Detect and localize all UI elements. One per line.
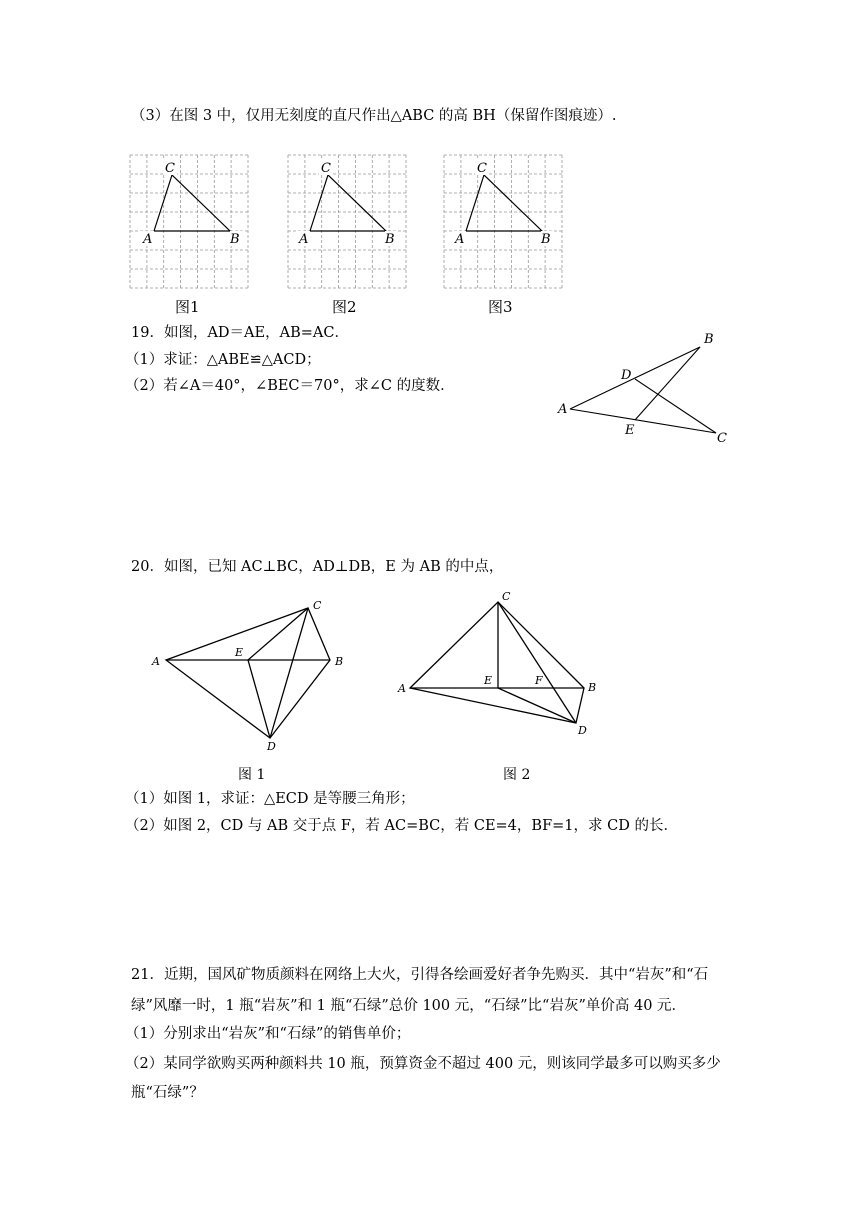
- caption-fig1: 图1: [175, 298, 200, 316]
- q20-caption-2: 图 2: [503, 767, 531, 783]
- q19-part2: （2）若∠A＝40°，∠BEC＝70°，求∠C 的度数．: [125, 378, 455, 394]
- q19-title: 19．如图，AD＝AE，AB=AC．: [131, 325, 349, 341]
- q19-label-D: D: [621, 368, 632, 383]
- label-B: B: [541, 232, 551, 247]
- grid-figure-3: [444, 155, 564, 290]
- grid-figure-2: [288, 155, 408, 290]
- q21-part2b: 瓶“石绿”？: [131, 1085, 204, 1101]
- q20-caption-1: 图 1: [238, 767, 266, 783]
- q20f2-label-A: A: [398, 682, 406, 695]
- q20f2-label-E: E: [484, 674, 493, 687]
- q19-label-B: B: [704, 332, 714, 347]
- q20-figure-1: [148, 598, 348, 758]
- q19-label-C: C: [717, 431, 727, 446]
- q20f2-label-D: D: [578, 724, 587, 737]
- q20-figure-2: [398, 588, 608, 738]
- label-C: C: [165, 161, 175, 176]
- label-C: C: [321, 161, 331, 176]
- q20f2-label-C: C: [502, 590, 511, 603]
- q20-title: 20．如图，已知 AC⊥BC，AD⊥DB，E 为 AB 的中点，: [131, 559, 504, 575]
- label-B: B: [385, 232, 395, 247]
- caption-fig3: 图3: [488, 298, 513, 316]
- label-A: A: [455, 232, 465, 247]
- q19-part1: （1）求证：△ABE≌△ACD；: [125, 352, 321, 368]
- q21-part1: （1）分别求出“岩灰”和“石绿”的销售单价；: [125, 1026, 411, 1042]
- q21-line2: 绿”风靡一时，1 瓶“岩灰”和 1 瓶“石绿”总价 100 元，“石绿”比“岩灰”单价高 40 元．: [131, 998, 687, 1014]
- grid-figure-1: [130, 155, 250, 290]
- q20f1-label-A: A: [152, 655, 160, 668]
- q20f1-label-B: B: [335, 655, 344, 668]
- q19-label-A: A: [558, 402, 568, 417]
- q19-figure: [550, 325, 740, 450]
- label-C: C: [477, 161, 487, 176]
- q20f2-label-B: B: [588, 681, 597, 694]
- q20f1-label-E: E: [235, 646, 244, 659]
- label-A: A: [299, 232, 309, 247]
- q21-line1: 21．近期，国风矿物质颜料在网络上大火，引得各绘画爱好者争先购买．其中“岩灰”和“石: [131, 967, 709, 983]
- label-B: B: [230, 232, 240, 247]
- q20-part1: （1）如图 1，求证：△ECD 是等腰三角形；: [125, 791, 415, 807]
- q20f1-label-C: C: [313, 599, 322, 612]
- label-A: A: [143, 232, 153, 247]
- q21-part2a: （2）某同学欲购买两种颜料共 10 瓶，预算资金不超过 400 元，则该同学最多可以购买多少: [125, 1056, 721, 1072]
- q20f1-label-D: D: [267, 740, 276, 753]
- q20-part2: （2）如图 2，CD 与 AB 交于点 F，若 AC=BC，若 CE=4，BF=1，求 CD 的长．: [125, 818, 678, 834]
- q18-part3: （3）在图 3 中，仅用无刻度的直尺作出△ABC 的高 BH（保留作图痕迹）.: [131, 108, 617, 124]
- caption-fig2: 图2: [332, 298, 357, 316]
- q20f2-label-F: F: [535, 674, 543, 687]
- q19-label-E: E: [625, 423, 635, 438]
